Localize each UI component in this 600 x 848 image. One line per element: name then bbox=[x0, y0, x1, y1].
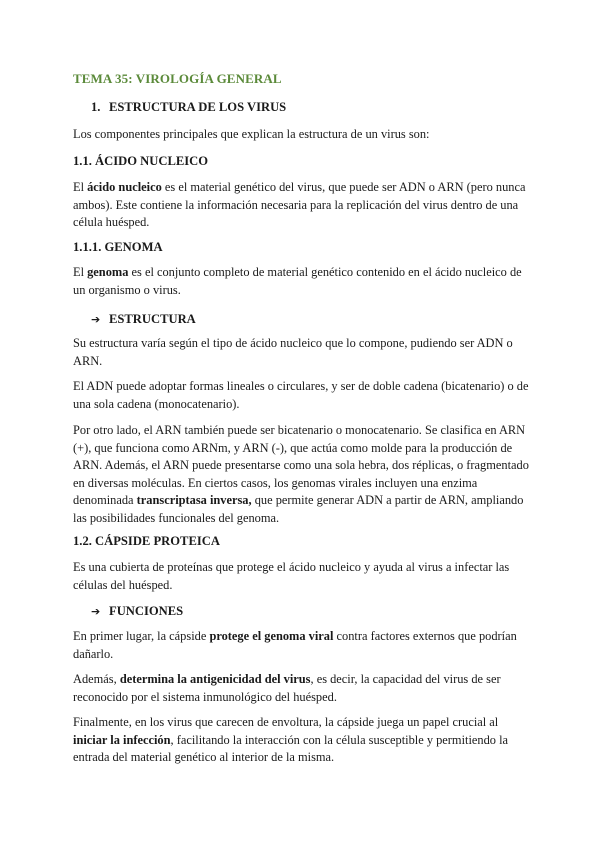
text: que permite generar ADN a partir de ARN, ampliando las posibilidades funcionales del genoma. bbox=[73, 493, 524, 525]
paragraph-acido-nucleico bbox=[73, 179, 535, 232]
paragraph-estructura-1: Su estructura varía según el tipo de ácido nucleico que lo compone, pudiendo ser ADN o ARN. bbox=[73, 336, 513, 368]
text: , es decir, la capacidad del virus de ser reconocido por el sistema inmunológico del huésped. bbox=[73, 672, 501, 704]
text: , facilitando la interacción con la célula susceptible y permitiendo la entrada del material genético al interior de la misma. bbox=[73, 732, 509, 765]
bold-text: ácido nucleico bbox=[87, 180, 162, 194]
paragraph-funciones-2 bbox=[73, 671, 535, 706]
intro-paragraph: Los componentes principales que explican la estructura de un virus son: bbox=[73, 127, 430, 141]
section-heading-estructura-virus bbox=[91, 99, 286, 117]
text: El bbox=[73, 180, 88, 194]
paragraph-estructura-3 bbox=[73, 422, 535, 528]
bold-text: protege el genoma viral bbox=[209, 629, 334, 643]
heading-acido-nucleico: 1.1. ÁCIDO NUCLEICO bbox=[73, 154, 209, 168]
bold-text: transcriptasa inversa, bbox=[136, 493, 252, 508]
arrow-icon: ➔ bbox=[91, 313, 101, 326]
heading-capside-proteica: 1.2. CÁPSIDE PROTEICA bbox=[73, 534, 220, 548]
paragraph-funciones-1 bbox=[73, 628, 535, 663]
text: El bbox=[73, 265, 88, 279]
bold-text: iniciar la infección bbox=[73, 732, 171, 747]
text: Finalmente, en los virus que carecen de envoltura, la cápside juega un papel crucial al bbox=[73, 715, 499, 729]
section-number: 1. bbox=[91, 100, 101, 114]
text: En primer lugar, la cápside bbox=[73, 629, 210, 643]
heading-label: ESTRUCTURA bbox=[109, 312, 196, 326]
paragraph-funciones-3 bbox=[73, 714, 535, 767]
bold-text: determina la antigenicidad del virus bbox=[119, 672, 311, 686]
section-label: ESTRUCTURA DE LOS VIRUS bbox=[109, 100, 287, 114]
text: contra factores externos que podrían dañarlo. bbox=[73, 629, 517, 661]
heading-label: FUNCIONES bbox=[109, 604, 184, 618]
paragraph-genoma bbox=[73, 264, 535, 299]
bold-text: genoma bbox=[87, 265, 129, 279]
text: Además, bbox=[73, 672, 120, 686]
arrow-icon: ➔ bbox=[91, 605, 101, 618]
heading-estructura bbox=[91, 311, 196, 329]
text: es el material genético del virus, que puede ser ADN o ARN (pero nunca ambos). Este contiene la información necesaria para la replicación del virus dentro de una célula huésped. bbox=[73, 180, 526, 230]
text: es el conjunto completo de material genético contenido en el ácido nucleico de un organismo o virus. bbox=[73, 265, 522, 297]
paragraph-estructura-2: El ADN puede adoptar formas lineales o circulares, y ser de doble cadena (bicatenario) o de una sola cadena (monocatenario). bbox=[73, 379, 529, 411]
text: Por otro lado, el ARN también puede ser bicatenario o monocatenario. Se clasifica en ARN (+), que funciona como ARNm, y ARN (-), que actúa como molde para la producción de ARN. Además, el ARN puede presentarse como una sola hebra, dos réplicas, o fragmentado en diversas moléculas. En ciertos casos, los genomas virales incluyen una enzima denominada bbox=[73, 423, 529, 508]
paragraph-capside: Es una cubierta de proteínas que protege el ácido nucleico y ayuda al virus a infectar las células del huésped. bbox=[73, 560, 510, 592]
document-title: TEMA 35: VIROLOGÍA GENERAL bbox=[73, 71, 282, 86]
heading-genoma: 1.1.1. GENOMA bbox=[73, 240, 163, 254]
heading-funciones bbox=[91, 603, 183, 621]
